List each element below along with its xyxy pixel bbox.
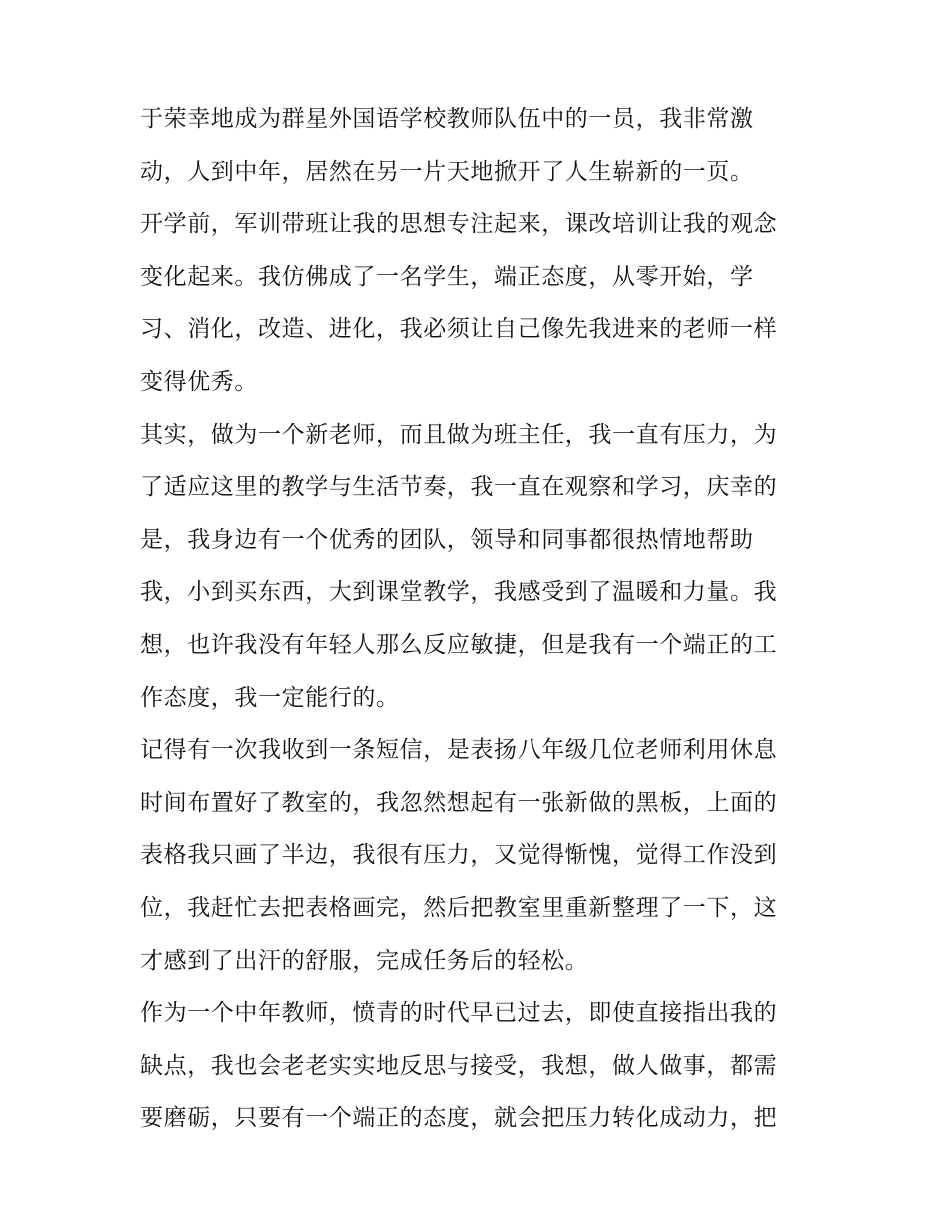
text-line: 于荣幸地成为群星外国语学校教师队伍中的一员，我非常激 <box>140 106 754 132</box>
text-line: 记得有一次我收到一条短信，是表扬八年级几位老师利用休息 <box>140 737 778 764</box>
text-line: 我，小到买东西，大到课堂教学，我感受到了温暖和力量。我 <box>140 579 778 606</box>
text-line: 是，我身边有一个优秀的团队，领导和同事都很热情地帮助 <box>140 526 754 553</box>
text-line: 变化起来。我仿佛成了一名学生，端正态度，从零开始，学 <box>140 263 754 290</box>
text-line: 了适应这里的教学与生活节奏，我一直在观察和学习，庆幸的 <box>140 474 778 501</box>
text-line: 变得优秀。 <box>140 368 258 395</box>
text-line: 表格我只画了半边，我很有压力，又觉得惭愧，觉得工作没到 <box>140 842 778 869</box>
text-line: 习、消化，改造、进化，我必须让自己像先我进来的老师一样 <box>140 316 778 343</box>
text-line: 位，我赶忙去把表格画完，然后把教室里重新整理了一下，这 <box>140 894 778 921</box>
text-line: 开学前，军训带班让我的思想专注起来，课改培训让我的观念 <box>140 211 778 238</box>
text-line: 其实，做为一个新老师，而且做为班主任，我一直有压力，为 <box>140 421 778 448</box>
text-line: 缺点，我也会老老实实地反思与接受，我想，做人做事，都需 <box>140 1052 778 1079</box>
text-line: 想，也许我没有年轻人那么反应敏捷，但是我有一个端正的工 <box>140 631 778 658</box>
text-line: 动，人到中年，居然在另一片天地掀开了人生崭新的一页。 <box>140 158 754 185</box>
text-line: 作态度，我一定能行的。 <box>140 684 400 711</box>
text-line: 要磨砺，只要有一个端正的态度，就会把压力转化成动力，把 <box>140 1105 778 1132</box>
text-line: 才感到了出汗的舒服，完成任务后的轻松。 <box>140 947 589 974</box>
text-line: 作为一个中年教师，愤青的时代早已过去，即使直接指出我的 <box>140 1000 778 1027</box>
document-body <box>140 104 820 1156</box>
text-line: 时间布置好了教室的，我忽然想起有一张新做的黑板，上面的 <box>140 789 778 816</box>
